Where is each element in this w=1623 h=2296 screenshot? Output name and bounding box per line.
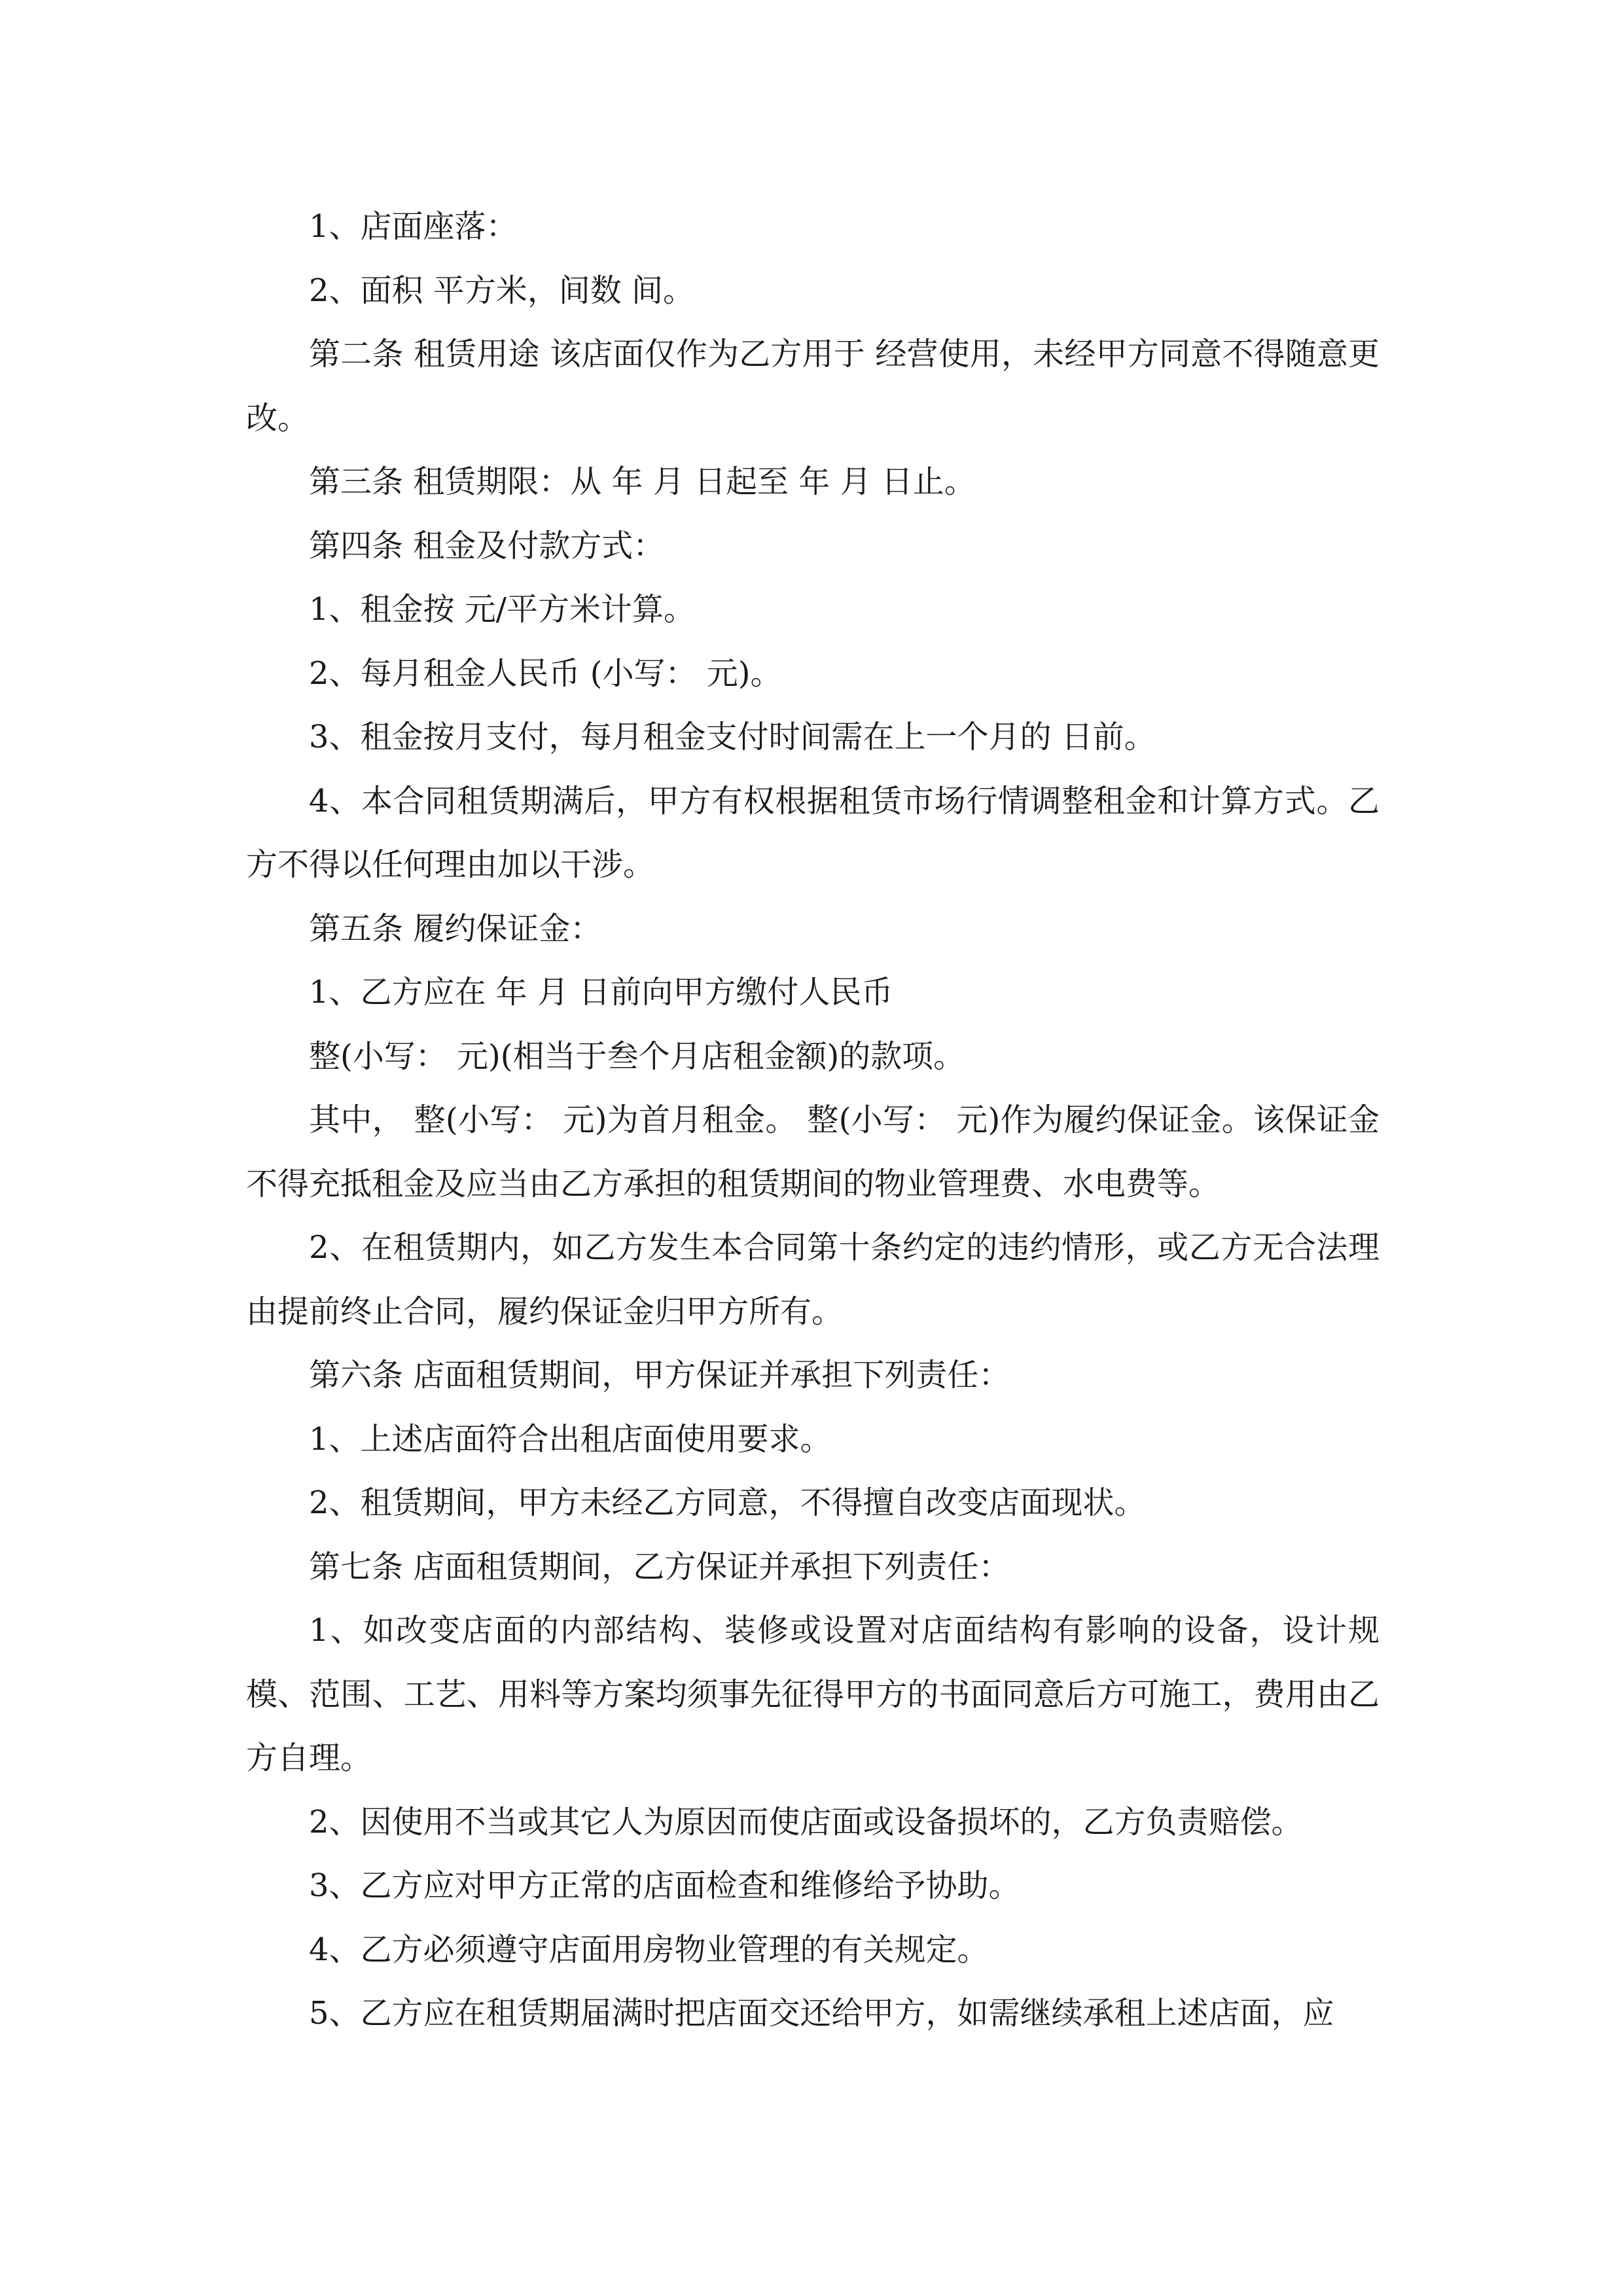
paragraph-article-6: 第六条 店面租赁期间，甲方保证并承担下列责任： xyxy=(309,1357,1010,1393)
paragraph-article-2: 第二条 租赁用途 该店面仅作为乙方用于 经营使用，未经甲方同意不得随意更改。 xyxy=(246,336,1380,437)
paragraph-monthly-rent: 2、每月租金人民币 (小写： 元)。 xyxy=(309,655,782,692)
paragraph-payment-time: 3、租金按月支付，每月租金支付时间需在上一个月的 日前。 xyxy=(309,719,1156,755)
paragraph-deposit-due: 1、乙方应在 年 月 日前向甲方缴付人民币 xyxy=(309,974,893,1011)
paragraph-lessee-duty-1: 1、如改变店面的内部结构、装修或设置对店面结构有影响的设备，设计规模、范围、工艺、用料等方案均须事先征得甲方的书面同意后方可施工，费用由乙方自理。 xyxy=(246,1612,1380,1776)
paragraph-area: 2、面积 平方米，间数 间。 xyxy=(309,272,695,309)
paragraph-lessee-duty-4: 4、乙方必须遵守店面用房物业管理的有关规定。 xyxy=(309,1931,989,1968)
paragraph-deposit-split: 其中， 整(小写： 元)为首月租金。 整(小写： 元)作为履约保证金。该保证金不得充抵租金及应当由乙方承担的租赁期间的物业管理费、水电费等。 xyxy=(246,1102,1380,1202)
paragraph-lessee-duty-2: 2、因使用不当或其它人为原因而使店面或设备损坏的，乙方负责赔偿。 xyxy=(309,1803,1303,1840)
paragraph-lessor-duty-1: 1、上述店面符合出租店面使用要求。 xyxy=(309,1420,832,1458)
paragraph-lessee-duty-3: 3、乙方应对甲方正常的店面检查和维修给予协助。 xyxy=(309,1867,1020,1904)
paragraph-article-5: 第五条 履约保证金： xyxy=(309,910,602,947)
paragraph-article-4: 第四条 租金及付款方式： xyxy=(309,527,665,564)
paragraph-rent-adjustment: 4、本合同租赁期满后，甲方有权根据租赁市场行情调整租金和计算方式。乙方不得以任何理由加以干涉。 xyxy=(246,782,1380,883)
paragraph-deposit-amount: 整(小写： 元)(相当于叁个月店租金额)的款项。 xyxy=(309,1037,965,1075)
paragraph-rent-rate: 1、租金按 元/平方米计算。 xyxy=(309,591,695,628)
paragraph-shop-location: 1、店面座落： xyxy=(309,208,518,245)
contract-body xyxy=(246,195,1380,2046)
paragraph-lessee-duty-5: 5、乙方应在租赁期届满时把店面交还给甲方，如需继续承租上述店面，应 xyxy=(309,1995,1334,2032)
paragraph-lessor-duty-2: 2、租赁期间，甲方未经乙方同意，不得擅自改变店面现状。 xyxy=(309,1484,1146,1521)
paragraph-article-3: 第三条 租赁期限：从 年 月 日起至 年 月 日止。 xyxy=(309,463,976,500)
paragraph-article-7: 第七条 店面租赁期间，乙方保证并承担下列责任： xyxy=(309,1548,1010,1585)
paragraph-deposit-forfeit: 2、在租赁期内，如乙方发生本合同第十条约定的违约情形，或乙方无合法理由提前终止合同，履约保证金归甲方所有。 xyxy=(246,1229,1380,1330)
